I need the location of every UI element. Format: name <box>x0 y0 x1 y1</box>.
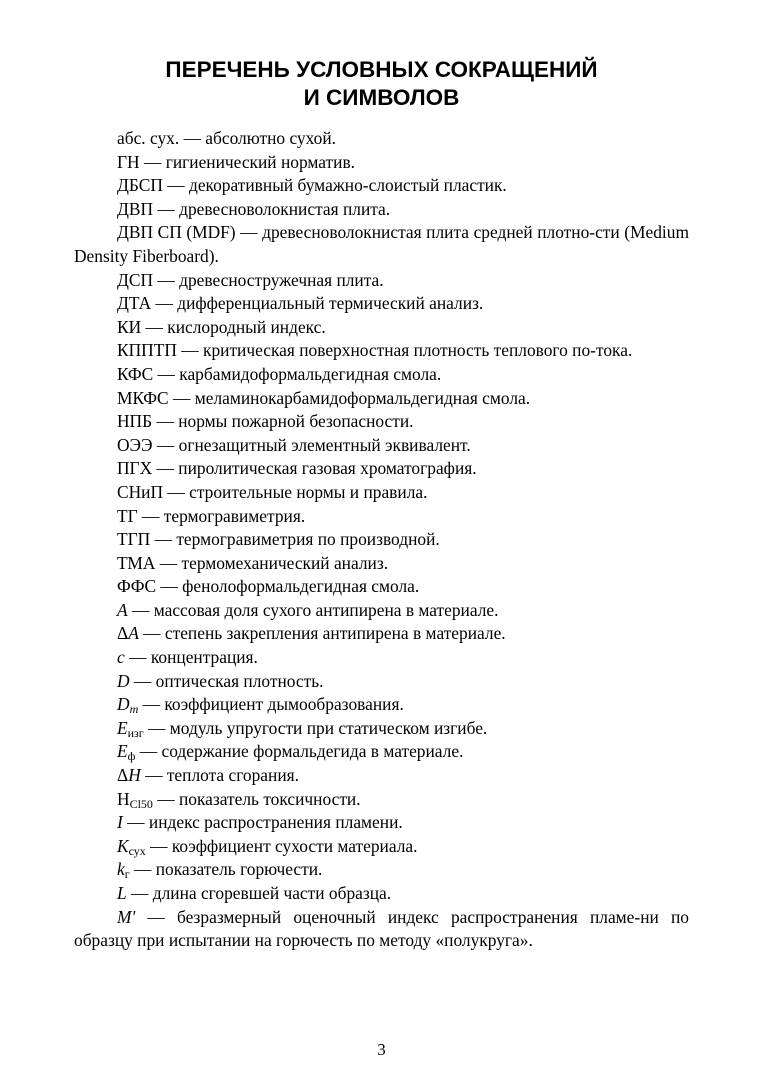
symbol-definition: — показатель горючести. <box>129 859 323 880</box>
abbreviation-definition: — декоративный бумажно-слоистый пластик. <box>162 175 507 196</box>
symbol-letter: L <box>117 883 127 903</box>
abbreviation-definition: — древесноволокнистая плита средней плотно-сти (Medium Density Fiberboard). <box>74 222 689 266</box>
abbreviation-entry <box>74 528 689 552</box>
abbreviation-term: СНиП <box>117 481 164 502</box>
symbol-subscript: изг <box>127 725 144 740</box>
abbreviation-definition: — абсолютно сухой. <box>179 128 337 148</box>
abbreviation-definition: — меламинокарбамидоформальдегидная смола. <box>168 387 531 408</box>
abbreviation-entry <box>74 457 689 481</box>
abbreviation-entry <box>74 434 689 458</box>
symbol-letter: D <box>117 694 130 715</box>
abbreviation-term: абс. сух. <box>117 128 180 148</box>
page-title-line-2: И СИМВОЛОВ <box>303 85 460 110</box>
abbreviation-definition: — термомеханический анализ. <box>155 552 389 573</box>
symbol-definition: — массовая доля сухого антипирена в материале. <box>127 599 499 620</box>
symbol-definition: — коэффициент дымообразования. <box>138 694 404 715</box>
abbreviation-definition: — карбамидоформальдегидная смола. <box>153 363 442 384</box>
symbol-letter: k <box>117 859 125 880</box>
symbol-prefix: Н <box>117 788 130 809</box>
abbreviation-list <box>74 127 689 953</box>
abbreviation-entry <box>74 387 689 411</box>
abbreviation-definition: — древесностружечная плита. <box>153 269 384 290</box>
symbol-definition: — степень закрепления антипирена в материале. <box>138 623 506 644</box>
abbreviation-entry <box>74 505 689 529</box>
page-title-line-1: ПЕРЕЧЕНЬ УСЛОВНЫХ СОКРАЩЕНИЙ <box>165 57 598 82</box>
abbreviation-term: ГН <box>117 151 140 172</box>
symbol-entry <box>74 646 689 670</box>
abbreviation-term: ОЭЭ <box>117 434 153 455</box>
symbol-prefix: Δ <box>117 623 129 644</box>
abbreviation-term: ДТА <box>117 293 152 314</box>
symbol-entry <box>74 740 689 764</box>
abbreviation-entry <box>74 552 689 576</box>
abbreviation-definition: — дифференциальный термический анализ. <box>151 293 484 314</box>
symbol-entry <box>74 835 689 859</box>
symbol-entry <box>74 906 689 953</box>
abbreviation-entry <box>74 269 689 293</box>
symbol-prefix: Δ <box>117 765 129 786</box>
abbreviation-term: ТГП <box>117 529 151 550</box>
symbol-definition: — теплота сгорания. <box>140 765 299 786</box>
abbreviation-entry <box>74 316 689 340</box>
symbol-definition: — оптическая плотность. <box>129 670 324 691</box>
abbreviation-entry <box>74 410 689 434</box>
symbol-subscript: сух <box>128 843 146 858</box>
abbreviation-term: КИ <box>117 316 142 337</box>
symbol-entry <box>74 693 689 717</box>
symbol-subscript: ф <box>127 749 136 764</box>
abbreviation-definition: — кислородный индекс. <box>141 316 326 337</box>
abbreviation-term: ТГ <box>117 505 138 526</box>
abbreviation-term: ДБСП <box>117 175 163 196</box>
abbreviation-entry <box>74 481 689 505</box>
abbreviation-definition: — нормы пожарной безопасности. <box>152 411 414 432</box>
symbol-definition: — длина сгоревшей части образца. <box>126 883 392 903</box>
abbreviation-term: КППТП <box>117 340 177 361</box>
abbreviation-term: ПГХ <box>117 458 153 479</box>
symbol-letter: D <box>117 670 130 691</box>
abbreviation-term: МКФС <box>117 387 169 408</box>
page-number: 3 <box>377 1040 386 1059</box>
abbreviation-term: ДСП <box>117 269 154 290</box>
abbreviation-definition: — термогравиметрия. <box>137 505 306 526</box>
symbol-entry <box>74 788 689 812</box>
abbreviation-definition: — строительные нормы и правила. <box>163 481 428 502</box>
abbreviation-definition: — критическая поверхностная плотность теплового по-тока. <box>176 340 633 361</box>
abbreviation-definition: — гигиенический норматив. <box>139 151 356 172</box>
abbreviation-term: ДВП <box>117 198 154 219</box>
symbol-subscript: Cl50 <box>129 796 153 811</box>
symbol-entry <box>74 599 689 623</box>
abbreviation-entry <box>74 363 689 387</box>
symbol-definition: — безразмерный оценочный индекс распространения пламе-ни по образцу при испытании на горючесть по методу «полукруга». <box>74 906 689 951</box>
symbol-letter: E <box>117 717 128 738</box>
symbol-definition: — концентрация. <box>124 647 258 668</box>
abbreviation-entry <box>74 292 689 316</box>
symbol-entry <box>74 811 689 835</box>
abbreviation-term: ДВП СП (MDF) <box>117 222 236 243</box>
abbreviation-definition: — термогравиметрия по производной. <box>150 529 440 550</box>
symbol-subscript: m <box>129 702 139 717</box>
symbol-definition: — содержание формальдегида в материале. <box>135 741 464 762</box>
abbreviation-term: КФС <box>117 363 154 384</box>
abbreviation-definition: — древесноволокнистая плита. <box>153 198 391 219</box>
symbol-letter: H <box>128 765 141 786</box>
abbreviation-entry <box>74 575 689 599</box>
abbreviation-entry <box>74 198 689 222</box>
abbreviation-entry <box>74 174 689 198</box>
page-title <box>0 56 763 112</box>
abbreviation-entry <box>74 151 689 175</box>
abbreviation-entry <box>74 127 689 151</box>
symbol-letter: c <box>117 647 125 668</box>
symbol-letter: A <box>117 599 128 620</box>
symbol-letter: E <box>117 741 128 762</box>
abbreviation-definition: — пиролитическая газовая хроматография. <box>152 458 477 479</box>
abbreviation-term: ФФС <box>117 576 157 597</box>
symbol-letter: M' <box>117 906 136 927</box>
abbreviation-term: НПБ <box>117 411 153 432</box>
symbol-definition: — показатель токсичности. <box>152 788 361 809</box>
symbol-definition: — модуль упругости при статическом изгибе. <box>143 717 488 738</box>
abbreviation-entry <box>74 339 689 363</box>
symbol-subscript: г <box>124 867 130 882</box>
symbol-entry <box>74 717 689 741</box>
abbreviation-entry <box>74 221 689 268</box>
symbol-letter: I <box>117 812 123 833</box>
symbol-entry <box>74 622 689 646</box>
symbol-definition: — индекс распространения пламени. <box>122 812 403 833</box>
symbol-entry <box>74 882 689 906</box>
abbreviation-term: ТМА <box>117 552 156 573</box>
abbreviation-definition: — фенолоформальдегидная смола. <box>156 576 420 597</box>
symbol-letter: A <box>128 623 139 644</box>
symbol-entry <box>74 670 689 694</box>
abbreviation-definition: — огнезащитный элементный эквивалент. <box>152 434 471 455</box>
symbol-entry <box>74 764 689 788</box>
symbol-definition: — коэффициент сухости материала. <box>145 835 418 856</box>
symbol-letter: K <box>117 835 129 856</box>
symbol-entry <box>74 858 689 882</box>
